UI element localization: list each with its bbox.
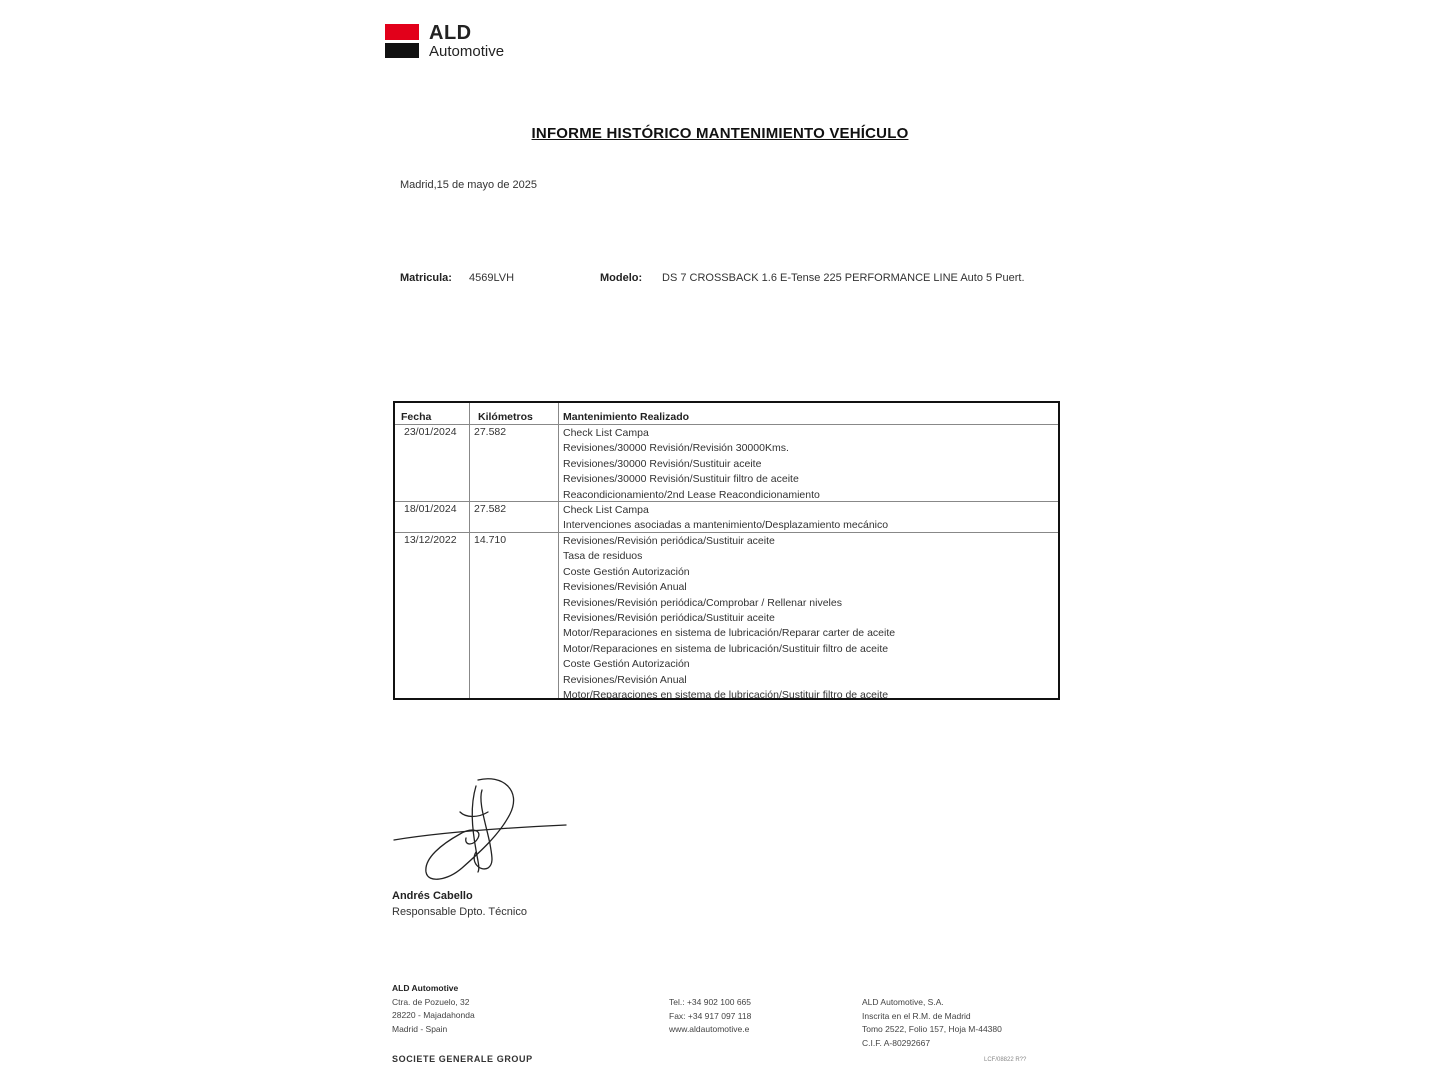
logo-subtitle: Automotive (429, 43, 505, 60)
footer-company (392, 982, 475, 1036)
footer-web-link[interactable]: www.aldautomotive.e (669, 1024, 750, 1034)
list-item: Motor/Reparaciones en sistema de lubricación/Sustituir filtro de aceite (563, 688, 889, 701)
footer-fax: Fax: +34 917 097 118 (669, 1010, 752, 1021)
row-date: 18/01/2024 (404, 503, 457, 515)
footer-address-line: Ctra. de Pozuelo, 32 (392, 996, 470, 1007)
header-date: Fecha (401, 411, 432, 423)
footer-address-line: Madrid - Spain (392, 1023, 448, 1034)
model-label: Modelo: (600, 272, 643, 284)
row-items (563, 503, 1054, 534)
list-item: Revisiones/30000 Revisión/Sustituir filtro de aceite (563, 473, 799, 486)
list-item: Intervenciones asociadas a mantenimiento/Desplazamiento mecánico (563, 519, 889, 532)
list-item: Tasa de residuos (563, 550, 643, 563)
list-item: Motor/Reparaciones en sistema de lubricación/Reparar carter de aceite (563, 627, 896, 640)
list-item: Coste Gestión Autorización (563, 565, 690, 578)
row-km: 14.710 (474, 534, 507, 546)
footer-legal-line: Tomo 2522, Folio 157, Hoja M-44380 (862, 1024, 1002, 1034)
document-title: INFORME HISTÓRICO MANTENIMIENTO VEHÍCULO (531, 125, 909, 142)
footer-tel: Tel.: +34 902 100 665 (669, 997, 751, 1007)
signer-role: Responsable Dpto. Técnico (392, 906, 527, 918)
footer-group-name: SOCIETE GENERALE GROUP (392, 1054, 533, 1064)
maintenance-table (393, 401, 1060, 700)
signature-image (390, 772, 570, 887)
footer-reference: LCF/08822 R?? (984, 1057, 1027, 1063)
list-item: Reacondicionamiento/2nd Lease Reacondicionamiento (563, 488, 820, 501)
logo-mark (385, 24, 419, 58)
list-item: Revisiones/Revisión periódica/Comprobar / Rellenar niveles (563, 596, 842, 609)
list-item: Revisiones/Revisión Anual (563, 673, 687, 686)
footer-legal-line: C.I.F. A-80292667 (862, 1037, 931, 1048)
list-item: Coste Gestión Autorización (563, 658, 690, 671)
plate-label: Matricula: (400, 272, 452, 284)
plate-value: 4569LVH (469, 272, 515, 284)
footer-address-line: 28220 - Majadahonda (392, 1010, 475, 1020)
list-item: Check List Campa (563, 427, 649, 439)
signer-name: Andrés Cabello (392, 890, 473, 902)
list-item: Revisiones/Revisión periódica/Sustituir aceite (563, 535, 775, 547)
logo-name: ALD (429, 22, 472, 44)
row-km: 27.582 (474, 426, 507, 438)
row-km: 27.582 (474, 503, 507, 515)
list-item: Motor/Reparaciones en sistema de lubricación/Sustituir filtro de aceite (563, 642, 889, 655)
row-items (563, 426, 1054, 503)
footer-contact (669, 996, 751, 1037)
model-value: DS 7 CROSSBACK 1.6 E-Tense 225 PERFORMANCE LINE Auto 5 Puert. (662, 272, 1025, 284)
row-date: 13/12/2022 (404, 534, 457, 546)
list-item: Revisiones/30000 Revisión/Revisión 30000Kms. (563, 442, 789, 455)
header-work: Mantenimiento Realizado (563, 411, 690, 423)
document-date: Madrid,15 de mayo de 2025 (400, 179, 537, 191)
footer-legal-line: Inscrita en el R.M. de Madrid (862, 1010, 971, 1021)
list-item: Revisiones/Revisión Anual (563, 581, 687, 594)
footer-legal-line: ALD Automotive, S.A. (862, 997, 944, 1007)
list-item: Revisiones/Revisión periódica/Sustituir aceite (563, 611, 775, 624)
footer-legal (862, 996, 1002, 1050)
list-item: Revisiones/30000 Revisión/Sustituir aceite (563, 457, 762, 470)
list-item: Check List Campa (563, 504, 649, 516)
footer-company-name: ALD Automotive (392, 983, 459, 993)
header-km: Kilómetros (478, 411, 533, 423)
row-items (563, 534, 1054, 703)
row-date: 23/01/2024 (404, 426, 457, 438)
